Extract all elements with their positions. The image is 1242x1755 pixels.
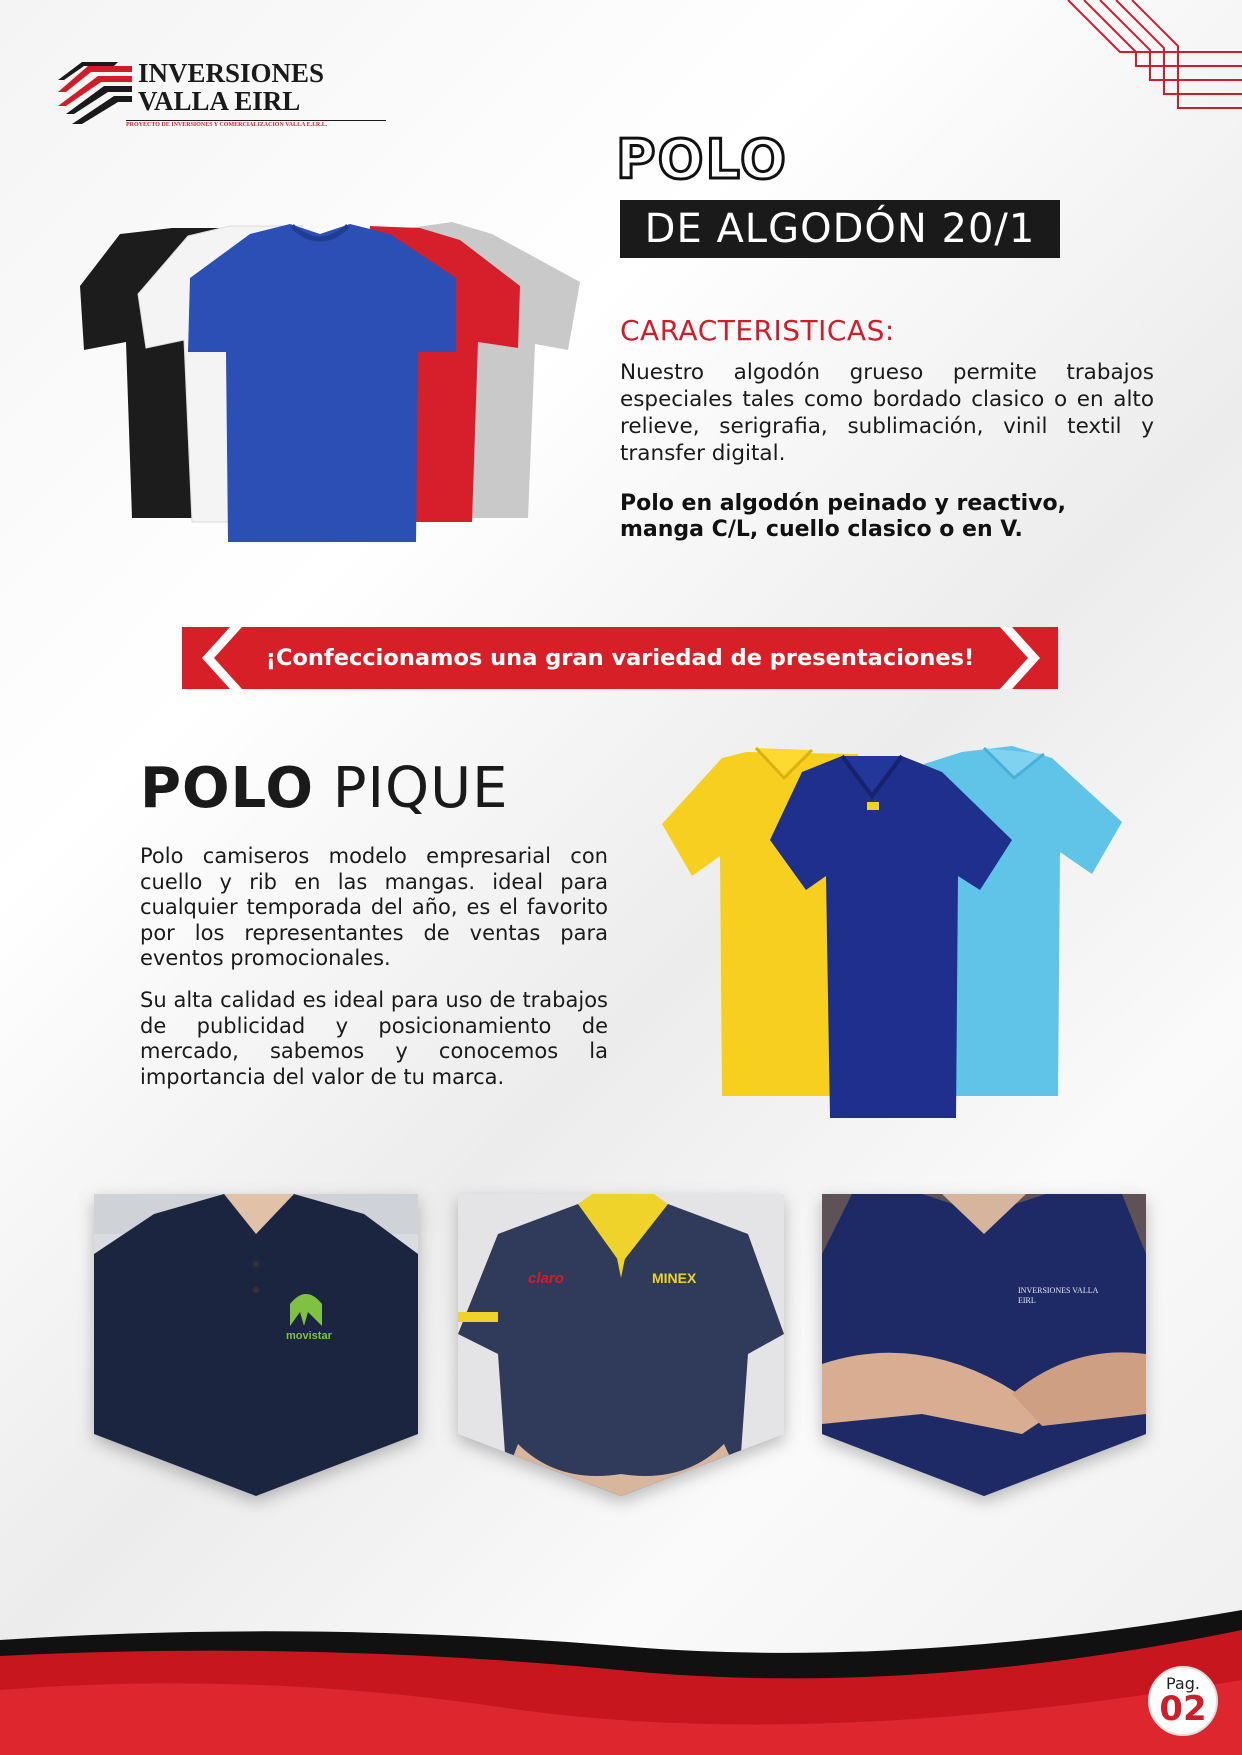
brand-name-line1: INVERSIONES [138,58,325,88]
gallery-logo-valla: INVERSIONES VALLA EIRL [1018,1286,1098,1305]
features-bold-line2: manga C/L, cuello clasico o en V. [620,517,1023,542]
features-bold-line1: Polo en algodón peinado y reactivo, [620,491,1066,516]
features-heading: CARACTERISTICAS: [620,314,895,347]
gallery-logo-claro: claro [528,1270,564,1287]
features-text: Nuestro algodón grueso permite trabajos especiales tales como bordado clasico o en alto relieve, serigrafia, sublimación, vinil textil y transfer digital. [620,360,1154,466]
gallery-logo-minex: MINEX [652,1270,697,1286]
polo-shirts-image [662,744,1182,1120]
section2-title-bold: POLO [140,756,314,821]
section2-paragraph1: Polo camiseros modelo empresarial con cuello y rib en las mangas. ideal para cualquier temporada del año, es el favorito por los representantes de ventas para eventos promocionales. [140,844,608,970]
section1-title: POLO [616,128,788,191]
tshirts-image [80,222,580,542]
page-number-badge [1148,1666,1218,1736]
brand-logo [58,58,378,134]
page-label: Pag. [1166,1674,1200,1693]
footer-decoration [0,1600,1242,1755]
gallery-card-valla [822,1194,1146,1496]
promo-banner-text: ¡Confeccionamos una gran variedad de presentaciones! [265,645,975,671]
corner-decoration [1060,0,1242,120]
banner-right-chevron-icon [996,627,1046,689]
section1-subtitle: DE ALGODÓN 20/1 [620,200,1060,258]
gallery-card-movistar [94,1194,418,1496]
section2-title-light: PIQUE [332,756,509,821]
promo-banner [182,627,1058,689]
brand-tagline: PROYECTO DE INVERSIONES Y COMERCIALIZACIÓN VALLA E.I.R.L. [126,120,386,128]
brand-name-line2: VALLA EIRL [138,86,301,116]
section2-paragraph2: Su alta calidad es ideal para uso de trabajos de publicidad y posicionamiento de mercado, sabemos y conocemos la importancia del valor de tu marca. [140,988,608,1089]
gallery-card-claro [458,1194,784,1496]
page-number: 02 [1159,1689,1207,1729]
gallery-logo-movistar: movistar [286,1330,332,1342]
tshirt-blue [188,224,456,542]
banner-left-chevron-icon [196,627,246,689]
logo-mark-icon [58,62,132,124]
section2-title [140,756,509,821]
